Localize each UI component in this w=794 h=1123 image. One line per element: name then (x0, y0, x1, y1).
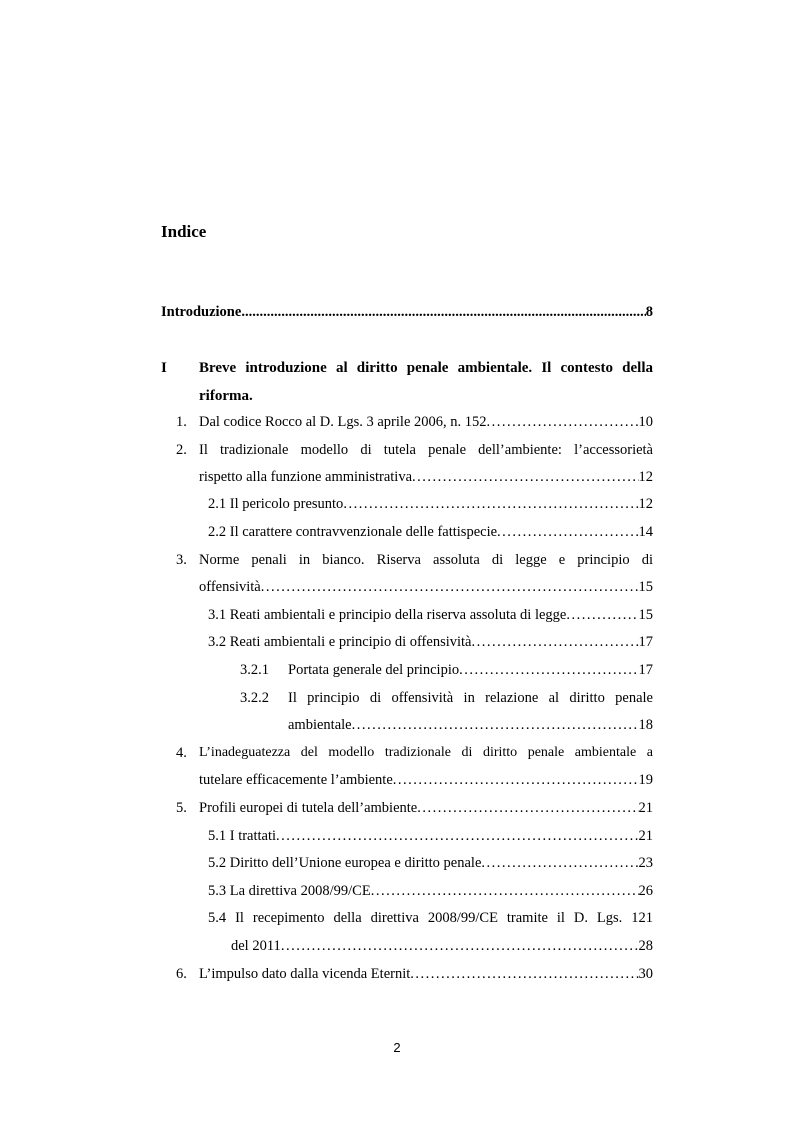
toc-label: 3.1 Reati ambientali e principio della riserva assoluta di legge (208, 607, 567, 623)
toc-page: 14 (638, 524, 653, 540)
toc-page: 21 (638, 800, 653, 816)
toc-entry-2-line1[interactable]: Il tradizionale modello di tutela penale dell’ambiente: l’accessorietà (199, 442, 653, 458)
toc-page: 18 (638, 717, 653, 733)
toc-entry-5-2[interactable] (208, 851, 653, 875)
toc-label: Portata generale del principio (288, 662, 460, 678)
toc-leader (393, 768, 639, 792)
toc-label: 2.1 Il pericolo presunto (208, 496, 344, 512)
toc-label: 3.2 Reati ambientali e principio di offensività (208, 634, 472, 650)
toc-label: 5.3 La direttiva 2008/99/CE (208, 883, 371, 899)
toc-number: 4. (176, 745, 187, 761)
toc-leader (459, 658, 638, 682)
toc-label: 5.1 I trattati (208, 828, 277, 844)
toc-page: 10 (638, 414, 653, 430)
page-number: 2 (393, 1040, 401, 1055)
toc-label: 2.2 Il carattere contravvenzionale delle fattispecie (208, 524, 498, 540)
toc-leader (371, 879, 639, 903)
chapter-title-line2[interactable]: riforma. (199, 388, 253, 404)
page-title: Indice (161, 222, 207, 241)
toc-label: Dal codice Rocco al D. Lgs. 3 aprile 2006, n. 152 (199, 414, 487, 430)
toc-leader (412, 465, 638, 489)
toc-entry-5-1[interactable] (208, 824, 653, 848)
toc-number: 3.2.1 (240, 662, 269, 678)
toc-entry-2[interactable] (199, 465, 653, 489)
toc-page: 15 (638, 579, 653, 595)
toc-entry-3-2-1[interactable] (288, 658, 653, 682)
toc-entry-5-4-line1[interactable]: 5.4 Il recepimento della direttiva 2008/99/CE tramite il D. Lgs. 121 (208, 910, 653, 926)
toc-entry-3[interactable] (199, 575, 653, 599)
toc-entry-3-1[interactable] (208, 603, 653, 627)
toc-label: ambientale (288, 717, 352, 733)
toc-label: L’impulso dato dalla vicenda Eternit (199, 966, 411, 982)
toc-label: del 2011 (231, 938, 281, 954)
toc-page: 17 (638, 634, 653, 650)
toc-page: 17 (638, 662, 653, 678)
toc-leader (417, 796, 638, 820)
toc-leader (281, 934, 639, 958)
toc-leader (410, 962, 638, 986)
toc-page: 12 (638, 496, 653, 512)
toc-entry-introduzione[interactable] (161, 300, 653, 324)
toc-leader (261, 575, 639, 599)
toc-page: 21 (638, 828, 653, 844)
toc-entry-5-3[interactable] (208, 879, 653, 903)
toc-entry-6[interactable] (199, 962, 653, 986)
toc-page: 23 (638, 855, 653, 871)
toc-number: 3. (176, 552, 187, 568)
toc-leader (276, 824, 638, 848)
toc-entry-1[interactable] (199, 410, 653, 434)
toc-number: 5. (176, 800, 187, 816)
toc-number: 2. (176, 442, 187, 458)
toc-page: 8 (645, 304, 653, 320)
toc-entry-5[interactable] (199, 796, 653, 820)
toc-number: 6. (176, 966, 187, 982)
toc-leader (352, 713, 639, 737)
toc-page: 19 (638, 772, 653, 788)
toc-entry-5-4[interactable] (231, 934, 653, 958)
toc-label: Introduzione (161, 304, 242, 320)
chapter-title-line1[interactable]: Breve introduzione al diritto penale ambientale. Il contesto della (199, 360, 653, 376)
toc-entry-4-line1[interactable]: L’inadeguatezza del modello tradizionale di diritto penale ambientale a (199, 745, 653, 760)
toc-label: Profili europei di tutela dell’ambiente (199, 800, 418, 816)
toc-entry-4[interactable] (199, 768, 653, 792)
toc-page: 28 (638, 938, 653, 954)
toc-leader (241, 300, 645, 324)
toc-leader (497, 520, 638, 544)
toc-label: offensività (199, 579, 261, 595)
toc-page: 30 (638, 966, 653, 982)
toc-leader (343, 492, 638, 516)
toc-label: rispetto alla funzione amministrativa (199, 469, 413, 485)
toc-label: tutelare efficacemente l’ambiente (199, 772, 393, 788)
chapter-number: I (161, 360, 167, 376)
toc-entry-3-2-2-line1[interactable]: Il principio di offensività in relazione al diritto penale (288, 690, 653, 706)
toc-page: 26 (638, 883, 653, 899)
toc-leader (481, 851, 638, 875)
toc-leader (487, 410, 639, 434)
toc-entry-3-2-2[interactable] (288, 713, 653, 737)
toc-entry-3-2[interactable] (208, 630, 653, 654)
toc-page: 15 (638, 607, 653, 623)
toc-entry-2-1[interactable] (208, 492, 653, 516)
toc-number: 3.2.2 (240, 690, 269, 706)
toc-number: 1. (176, 414, 187, 430)
toc-leader (566, 603, 638, 627)
toc-entry-3-line1[interactable]: Norme penali in bianco. Riserva assoluta di legge e principio di (199, 552, 653, 568)
toc-leader (472, 630, 639, 654)
toc-page: 12 (638, 469, 653, 485)
toc-label: 5.2 Diritto dell’Unione europea e diritto penale (208, 855, 482, 871)
toc-entry-2-2[interactable] (208, 520, 653, 544)
